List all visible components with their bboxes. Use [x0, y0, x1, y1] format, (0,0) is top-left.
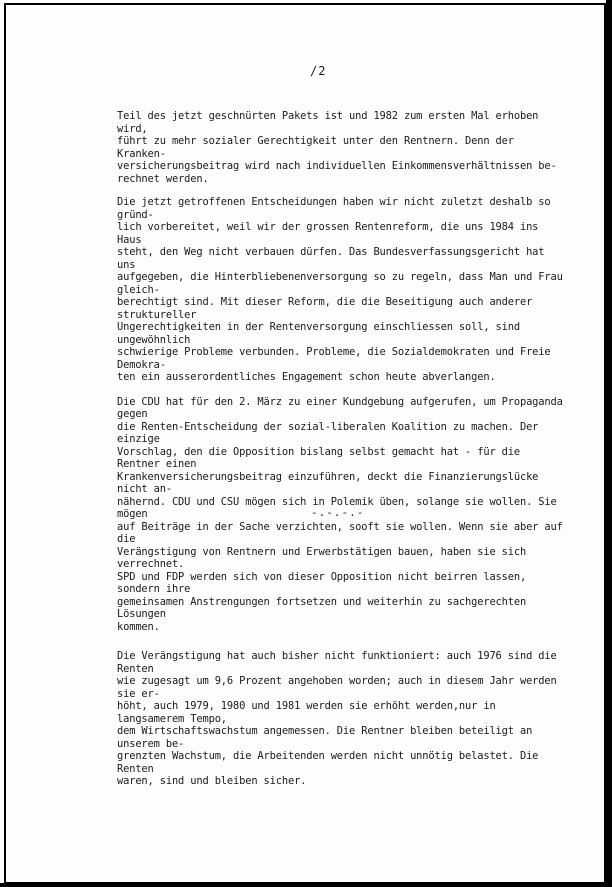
document-body — [117, 110, 565, 802]
scan-border-bottom — [0, 883, 612, 887]
end-marker: -.-.-.- — [311, 506, 365, 519]
paragraph-3: Die CDU hat für den 2. März zu einer Kundgebung aufgerufen, um Propaganda gegen die Renten-Entscheidung der sozial-liberalen Koalition zu machen. Der einzige Vorschlag, den die Opposition bislang selbst gemacht hat - für die Rentner einen Krankenversicherungsbeitrag einzuführen, deckt die Finanzierungslücke nicht an- nähernd. CDU und CSU mögen sich in Polemik üben, solange sie wollen. Sie mögen auf Beiträge in der Sache verzichten, sooft sie wollen. Wenn sie aber auf die Verängstigung von Rentnern und Erwerbstätigen bauen, haben sie sich verrechnet. SPD und FDP werden sich von dieser Opposition nicht beirren lassen, sondern ihre gemeinsamen Anstrengungen fortsetzen und weiterhin zu sachgerechten Lösungen kommen. — [117, 395, 563, 633]
paragraph-4: Die Verängstigung hat auch bisher nicht funktioniert: auch 1976 sind die Renten wie zugesagt um 9,6 Prozent angehoben worden; auch in diesem Jahr werden sie er- höht, auch 1979, 1980 und 1981 werden sie erhöht werden,nur in langsamerem Tempo, dem Wirtschaftswachstum angemessen. Die Rentner bleiben beteiligt an unserem be- grenzten Wachstum, die Arbeitenden werden nicht unnötig belastet. Die Renten waren, sind und bleiben sicher. — [117, 650, 557, 787]
scan-border-right — [606, 0, 612, 887]
paragraph-1: Teil des jetzt geschnürten Pakets ist und 1982 zum ersten Mal erhoben wird, führt zu mehr sozialer Gerechtigkeit unter den Rentnern. Denn der Kranken- versicherungsbeitrag wird nach individuellen Einkommensverhältnissen be- rechnet werden. — [117, 110, 557, 185]
paragraph-2: Die jetzt getroffenen Entscheidungen haben wir nicht zuletzt deshalb so gründ- lich vorbereitet, weil wir der grossen Rentenreform, die uns 1984 ins Haus steht, den Weg nicht verbauen dürfen. Das Bundesverfassungsgericht hat uns aufgegeben, die Hinterbliebenenversorgung so zu regeln, dass Man und Frau gleich- berechtigt sind. Mit dieser Reform, die die Beseitigung auch anderer struktureller Ungerechtigkeiten in der Rentenversorgung einschliessen soll, sind ungewöhnlich schwierige Probleme verbunden. Probleme, die Sozialdemokraten und Freie Demokra- ten ein ausserordentliches Engagement schon heute abverlangen. — [117, 196, 563, 383]
page-number: /2 — [310, 64, 327, 78]
